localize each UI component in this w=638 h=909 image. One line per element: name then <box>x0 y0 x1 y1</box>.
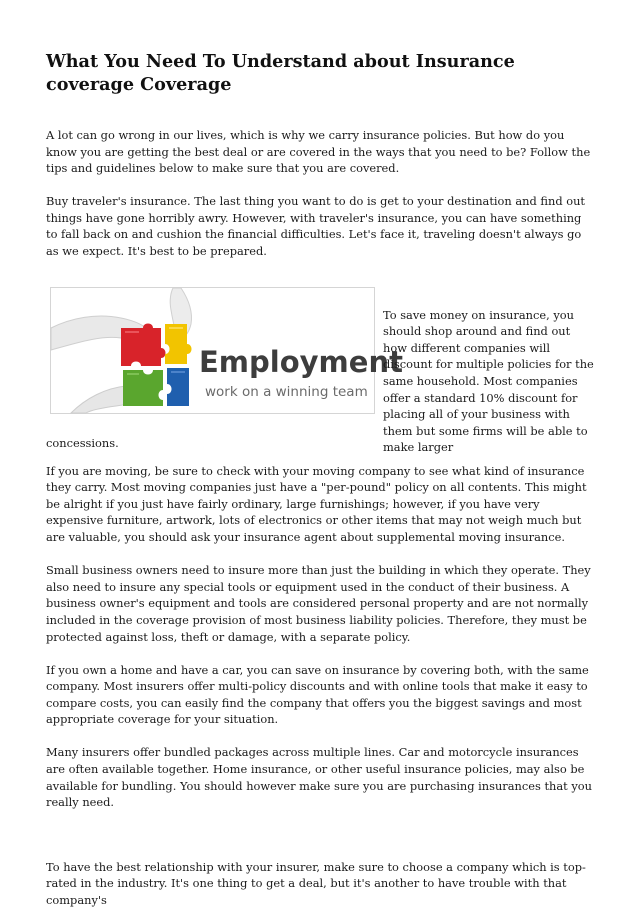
employment-image <box>50 287 403 414</box>
paragraph-home-car: If you own a home and have a car, you can save on insurance by covering both, with the same company. Most insurers offer multi-policy discounts and with online tools that make it easy to compare costs, you can easily find the company that offers you the biggest savings and most appropriate coverage for your situation. <box>46 662 589 727</box>
puzzle-piece-green-icon <box>123 370 163 406</box>
paragraph-travel: Buy traveler's insurance. The last thing you want to do is get to your destination and find out things have gone horribly awry. However, with traveler's insurance, you can have something to fall back on and cushion the financial difficulties. Let's face it, traveling doesn't always go as we expect. It's best to be prepared. <box>46 194 586 259</box>
employment-word: Employment <box>199 344 403 379</box>
paragraph-intro: A lot can go wrong in our lives, which is why we carry insurance policies. But how do you know you are getting the best deal or are covered in the ways that you need to be? Follow the tips and guidelines below to make sure that you are covered. <box>46 128 591 176</box>
page-title: What You Need To Understand about Insurance coverage Coverage <box>46 51 515 95</box>
employment-illustration <box>51 288 403 413</box>
paragraph-moving: If you are moving, be sure to check with your moving company to see what kind of insurance they carry. Most moving companies just have a "per-pound" policy on all contents. This might be alright if you just have fairly ordinary, large furnishings; however, if you have very expensive furniture, artwork, lots of electronics or other items that may not weigh much but are valuable, you should ask your insurance agent about supplemental moving insurance. <box>46 463 587 545</box>
figure-with-text <box>46 287 594 455</box>
paragraph-business: Small business owners need to insure more than just the building in which they operate. They also need to insure any special tools or equipment used in the conduct of their business. A business owner's equipment and tools are considered personal property and are not normally included in the coverage provision of most business liability policies. Therefore, they must be protected against loss, theft or damage, with a separate policy. <box>46 563 591 644</box>
paragraph-bundled: Many insurers offer bundled packages across multiple lines. Car and motorcycle insurances are often available together. Home insurance, or other useful insurance policies, may also be available for bundling. You should however make sure you are purchasing insurances that you really need. <box>46 745 592 810</box>
puzzle-piece-blue-icon <box>167 368 189 406</box>
puzzle-icon <box>121 323 192 406</box>
puzzle-piece-red-icon <box>121 323 166 366</box>
document-page <box>46 50 594 909</box>
paragraph-relationship: To have the best relationship with your insurer, make sure to choose a company which is top-rated in the industry. It's one thing to get a deal, but it's another to have trouble with that company's <box>46 859 586 908</box>
paragraph-discount: To save money on insurance, you should shop around and find out how different companies will discount for multiple policies for the same household. Most companies offer a standard 10% discount for placing all of your business with them but some firms will be able to make larger <box>383 307 594 455</box>
employment-tagline: work on a winning team <box>205 383 368 400</box>
paragraph-discount-tail: concessions. <box>46 435 119 450</box>
